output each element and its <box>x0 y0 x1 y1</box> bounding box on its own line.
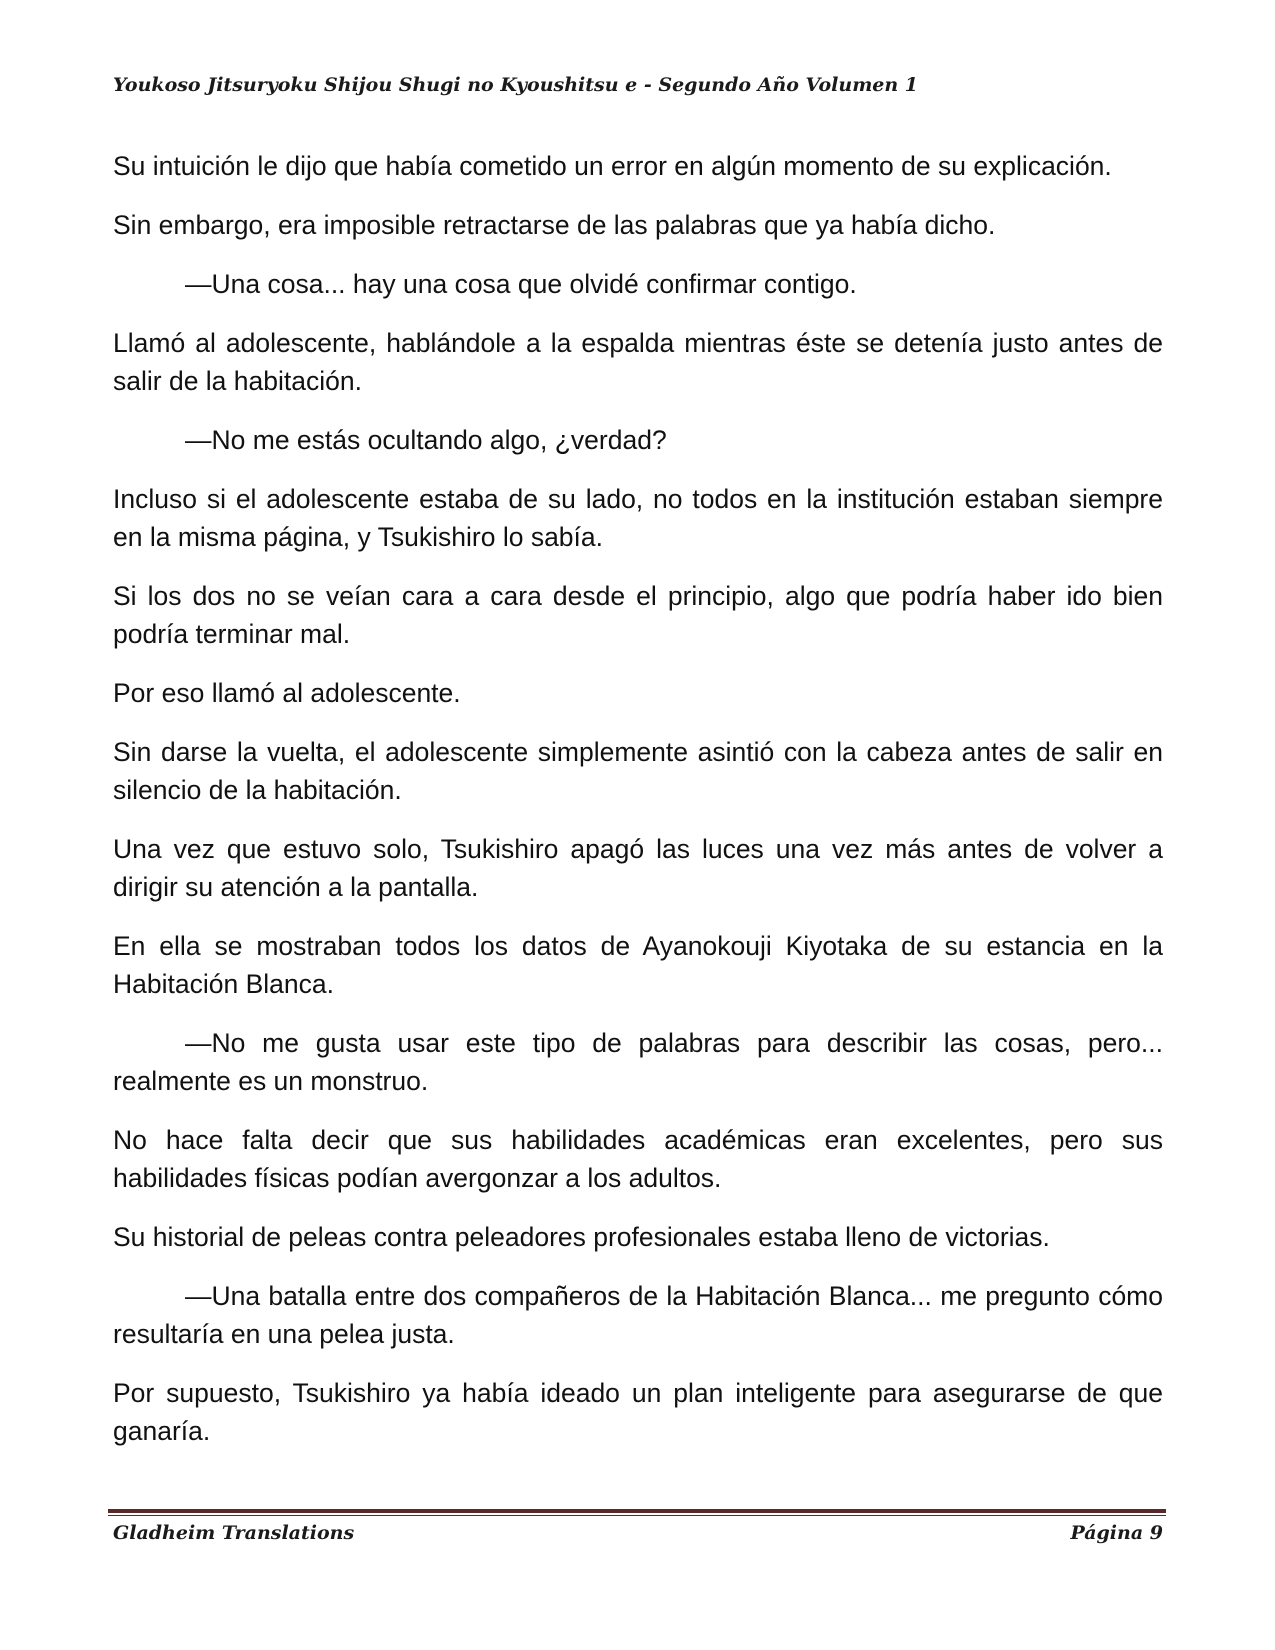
paragraph: Una vez que estuvo solo, Tsukishiro apagó las luces una vez más antes de volver a dirigir su atención a la pantalla. <box>113 834 1163 902</box>
paragraph: Si los dos no se veían cara a cara desde el principio, algo que podría haber ido bien podría terminar mal. <box>113 581 1163 649</box>
dialogue-paragraph: —No me estás ocultando algo, ¿verdad? <box>185 425 667 455</box>
paragraph: En ella se mostraban todos los datos de Ayanokouji Kiyotaka de su estancia en la Habitación Blanca. <box>113 931 1163 999</box>
footer-divider <box>108 1509 1166 1516</box>
paragraph: Su historial de peleas contra peleadores profesionales estaba lleno de victorias. <box>113 1222 1050 1252</box>
document-body <box>113 147 1163 1471</box>
dialogue-paragraph: —Una cosa... hay una cosa que olvidé confirmar contigo. <box>185 269 857 299</box>
paragraph: Llamó al adolescente, hablándole a la espalda mientras éste se detenía justo antes de salir de la habitación. <box>113 328 1163 396</box>
page-header-title: Youkoso Jitsuryoku Shijou Shugi no Kyoushitsu e - Segundo Año Volumen 1 <box>113 74 919 96</box>
footer-divider-thin <box>108 1515 1166 1516</box>
paragraph: Por eso llamó al adolescente. <box>113 678 461 708</box>
paragraph: Por supuesto, Tsukishiro ya había ideado un plan inteligente para asegurarse de que ganaría. <box>113 1378 1163 1446</box>
paragraph: Incluso si el adolescente estaba de su lado, no todos en la institución estaban siempre en la misma página, y Tsukishiro lo sabía. <box>113 484 1163 552</box>
paragraph: Sin darse la vuelta, el adolescente simplemente asintió con la cabeza antes de salir en silencio de la habitación. <box>113 737 1163 805</box>
paragraph: Su intuición le dijo que había cometido un error en algún momento de su explicación. <box>113 151 1112 181</box>
dialogue-paragraph: —No me gusta usar este tipo de palabras para describir las cosas, pero... realmente es un monstruo. <box>113 1028 1163 1096</box>
footer-page-number: Página 9 <box>1070 1522 1163 1544</box>
footer-divider-thick <box>108 1509 1166 1513</box>
paragraph: No hace falta decir que sus habilidades académicas eran excelentes, pero sus habilidades físicas podían avergonzar a los adultos. <box>113 1125 1163 1193</box>
footer-publisher: Gladheim Translations <box>113 1522 355 1544</box>
dialogue-paragraph: —Una batalla entre dos compañeros de la Habitación Blanca... me pregunto cómo resultaría en una pelea justa. <box>113 1281 1163 1349</box>
paragraph: Sin embargo, era imposible retractarse de las palabras que ya había dicho. <box>113 210 996 240</box>
